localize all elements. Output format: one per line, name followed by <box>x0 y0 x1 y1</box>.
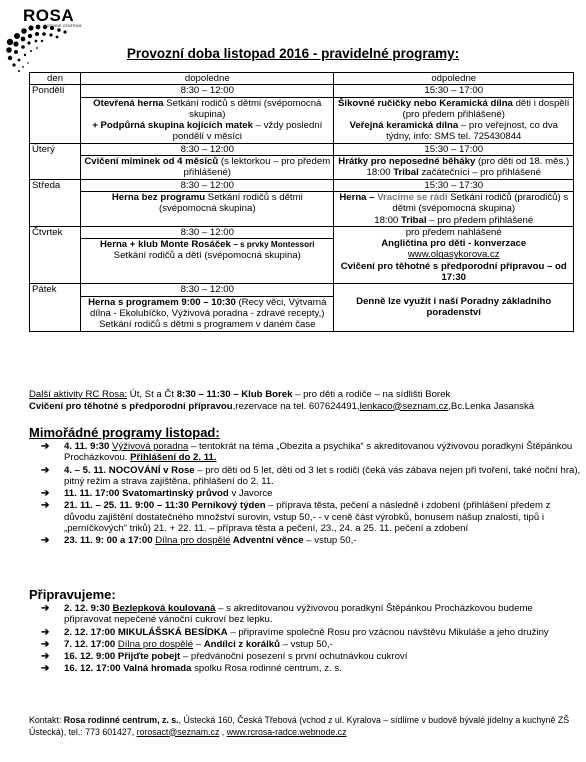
contact-address: , Ústecká 160, Česká Třebová (vchod z ul. Kyralova – sídlíme v budově bývalé jídelny a kuchyně ZŠ Ústecká), tel.: 773 601427, <box>29 715 570 737</box>
contact-email-link[interactable]: rorosact@seznam.cz <box>136 726 220 737</box>
table-row <box>30 85 574 143</box>
special-program-item-bold: 4. – 5. 11. NOCOVÁNÍ v Rose <box>64 464 195 476</box>
upcoming-item-bold: 2. 12. 9:30 <box>64 603 113 614</box>
special-program-item-bold: 23. 11. 9: 00 a 17:00 <box>64 535 156 547</box>
header-odpoledne: odpoledne <box>334 73 574 85</box>
afternoon-desc: děti i dospělí (pro předem přihlášené) <box>402 97 570 120</box>
afternoon-cell <box>334 85 574 143</box>
special-program-item-text: – příprava těsta, pečení a následně i zdobení (přihlášení předem z důvodu zajištění dostatečného množství surovin, vstup 50,- - v ceně část výrobků, bonusem nášup znalostí, tipů i „perníčkových“ triků) <box>64 500 551 535</box>
afternoon-program: Tribal <box>400 214 427 226</box>
afternoon-entry <box>336 215 571 226</box>
upcoming-item <box>41 663 581 674</box>
extra-line-1 <box>29 389 581 401</box>
morning-entry <box>83 284 331 295</box>
special-program-item-bold-underlined: Přihlášení do 2. 11. <box>130 452 217 464</box>
special-program-item <box>41 488 581 499</box>
upcoming-item-underlined: Dílna pro dospělé <box>117 638 194 650</box>
contact-footer <box>29 715 581 738</box>
morning-entry <box>83 156 331 179</box>
day-cell: Úterý <box>30 143 81 179</box>
morning-entry <box>83 120 331 143</box>
afternoon-desc: pro předem nahlášené <box>405 226 502 238</box>
afternoon-entry <box>336 144 571 155</box>
upcoming-item-text: spolku Rosa rodinné centrum, z. s. <box>191 663 342 675</box>
upcoming-item-text: – <box>193 638 204 650</box>
morning-entry <box>83 239 331 262</box>
morning-desc: Setkání rodičů s dětmi s programem v daném čase <box>99 319 316 331</box>
morning-time: 8:30 – 12:00 <box>180 85 234 97</box>
special-program-item-bold: 4. 11. 9:30 <box>64 441 113 452</box>
afternoon-desc: – pro veřejnost, co dva týdny, info: SMS tel. 725430844 <box>386 120 558 143</box>
morning-program: Herna bez programu <box>111 191 206 203</box>
arrow-icon: ➔ <box>41 441 50 452</box>
morning-desc: Setkání rodičů s dětmi (svépomocná skupina) <box>163 97 322 120</box>
afternoon-entry <box>336 238 571 249</box>
extra-days: Út, St a Čt <box>127 389 177 400</box>
afternoon-program: Hrátky pro neposedné běháky <box>338 156 476 168</box>
special-program-item <box>41 500 581 534</box>
afternoon-entry <box>336 120 571 143</box>
contact-label: Kontakt: <box>29 715 64 725</box>
arrow-icon: ➔ <box>41 500 50 512</box>
morning-program: Cvičení miminek od 4 měsíců <box>84 156 219 168</box>
upcoming-heading: Připravujeme: <box>29 587 116 602</box>
contact-web-link[interactable]: www.rcrosa-radce.webnode.cz <box>226 726 347 737</box>
morning-time: 8:30 – 12:00 <box>180 284 234 296</box>
table-row <box>30 284 574 331</box>
upcoming-item-text: – vstup 50,- <box>280 638 333 650</box>
morning-desc: Setkání rodičů a dětí (svépomocná skupina) <box>113 250 301 262</box>
special-program-item <box>41 465 581 488</box>
afternoon-time: 15:30 – 17:30 <box>424 179 484 191</box>
special-program-item-text: v Javorce <box>228 488 273 500</box>
morning-entry <box>83 98 331 121</box>
arrow-icon: ➔ <box>41 488 50 500</box>
pregnancy-reservation: ,rezervace na tel. 607624491, <box>232 400 360 412</box>
morning-desc: (Recy věci, Výtvarná dílna - Ekolubíčko, Výživová poradna - zdravé recepty,) <box>90 296 327 319</box>
upcoming-item-bold: 2. 12. 17:00 MIKULÁŠSKÁ BESÍDKA <box>64 626 228 638</box>
page-title: Provozní doba listopad 2016 - pravidelné programy: <box>126 46 460 61</box>
special-program-item-text: 21. + 22. 11. – příprava těsta a pečení, 23., 24. a 25. 11. pečení a zdobení <box>150 523 469 535</box>
arrow-icon: ➔ <box>41 626 50 638</box>
morning-cell <box>81 179 334 226</box>
morning-program: Herna s programem 9:00 – 10:30 <box>88 296 236 308</box>
rosa-logo <box>4 2 94 74</box>
upcoming-item-text: – předvánoční posezení s první ochutnávkou cukroví <box>180 651 408 663</box>
klub-borek-desc: – pro děti a rodiče – na sídlišti Borek <box>292 389 451 400</box>
special-programs-heading: Mimořádné programy listopad: <box>29 425 220 440</box>
special-program-item-text: – pro děti od 5 let, děti od 3 let s rodiči (čeká vás zábava nejen při tvoření, také noční hra), pitný režim a strava zajištěna, přihlášení do 2. 11. <box>64 464 581 487</box>
contact-org: Rosa rodinné centrum, z. s. <box>63 715 179 725</box>
header-den: den <box>30 73 81 85</box>
special-program-item-underlined: Dílna pro dospělé <box>155 535 231 547</box>
day-cell: Pondělí <box>30 85 81 143</box>
afternoon-entry <box>336 249 571 260</box>
afternoon-entry <box>336 98 571 121</box>
special-program-item-underlined: Výživová poradna <box>112 441 189 452</box>
afternoon-entry <box>336 85 571 96</box>
contact-separator: , <box>219 726 227 737</box>
afternoon-program: Tribal <box>393 167 419 179</box>
arrow-icon: ➔ <box>41 663 50 675</box>
morning-entry <box>83 319 331 330</box>
morning-entry <box>83 297 331 320</box>
arrow-icon: ➔ <box>41 651 50 663</box>
afternoon-entry <box>336 261 571 284</box>
afternoon-cell <box>334 143 574 179</box>
day-cell: Pátek <box>30 284 81 331</box>
extra-activities-link[interactable]: Další aktivity RC Rosa: <box>29 389 128 400</box>
morning-program: Herna + klub Monte Rosáček <box>99 239 231 251</box>
morning-time: 8:30 – 12:00 <box>180 179 234 191</box>
afternoon-desc: – pro předem přihlášené <box>426 214 534 226</box>
afternoon-cell <box>334 226 574 283</box>
table-row <box>30 143 574 179</box>
arrow-icon: ➔ <box>41 535 50 547</box>
morning-time: 8:30 – 12:00 <box>180 143 234 155</box>
upcoming-item-bold: Andílci z korálků <box>203 638 280 650</box>
afternoon-entry <box>336 180 571 191</box>
header-dopoledne: dopoledne <box>81 73 334 85</box>
schedule-body <box>30 85 574 331</box>
morning-program: + Podpůrná skupina kojících matek <box>92 120 253 132</box>
morning-entry <box>83 192 331 215</box>
upcoming-item-text: – s akreditovanou výživovou poradkyní Štěpánkou Procházkovou budeme připravovat nepečené vánoční cukroví bez lepku. <box>64 603 533 626</box>
morning-small: – s prvky Montessori <box>230 240 315 250</box>
afternoon-time: 15:30 – 17:00 <box>424 85 484 97</box>
morning-cell <box>81 284 334 331</box>
pregnancy-course: Cvičení pro těhotné s předporodní přípravou <box>29 400 233 412</box>
logo-name: ROSA <box>23 6 75 25</box>
afternoon-program: Šikovné ručičky nebo Keramická dílna <box>338 97 513 109</box>
afternoon-entry <box>336 167 571 178</box>
afternoon-program: Angličtina pro děti - konverzace <box>381 238 527 250</box>
morning-desc: – vždy poslední pondělí v měsíci <box>172 120 323 143</box>
morning-desc: Setkání rodičů s dětmi (svépomocná skupina) <box>159 191 303 215</box>
extra-line-2 <box>29 401 581 413</box>
afternoon-entry <box>336 156 571 167</box>
morning-cell <box>81 85 334 143</box>
special-program-item <box>41 441 581 464</box>
afternoon-program: Herna – <box>339 191 378 203</box>
afternoon-cell <box>334 284 574 331</box>
special-program-item-bold: Adventní věnce <box>230 535 304 547</box>
table-row <box>30 226 574 283</box>
day-cell: Čtvrtek <box>30 226 81 283</box>
upcoming-item-bold-underlined: Bezlepková koulovaná <box>112 603 216 614</box>
afternoon-program: Cvičení pro těhotné s předporodní přípravou – od 17:30 <box>340 260 567 284</box>
morning-program: Otevřená herna <box>93 97 164 109</box>
afternoon-note: Vracíme se rádi <box>377 191 448 203</box>
morning-entry <box>83 180 331 191</box>
special-program-item-text: – tentokrát na téma „Obezita a psychika“ s akreditovanou výživovou poradkyní Štěpánkou Procházkovou. <box>64 441 573 464</box>
special-program-item-bold: 21. 11. – 25. 11. 9:00 – 11:30 Perníkový týden <box>64 500 266 512</box>
upcoming-item <box>41 627 581 638</box>
morning-cell <box>81 226 334 283</box>
afternoon-pre: 18:00 <box>366 167 394 179</box>
afternoon-pre: 18:00 <box>374 214 401 226</box>
upcoming-item <box>41 639 581 650</box>
pregnancy-email-link[interactable]: lenkaco@seznam.cz <box>359 400 449 412</box>
upcoming-list <box>41 603 581 676</box>
upcoming-item-text: – připravíme společně Rosu pro vzácnou návštěvu Mikuláše a jeho družiny <box>227 626 549 638</box>
morning-entry <box>83 85 331 96</box>
afternoon-time: 15:30 – 17:00 <box>424 143 484 155</box>
afternoon-entry <box>336 192 571 215</box>
afternoon-desc: Setkání rodičů (prarodičů) s dětmi (svépomocná skupina) <box>392 191 569 215</box>
afternoon-program: Denně lze využít i naší Poradny základního poradenství <box>356 296 552 319</box>
schedule-table <box>29 72 574 332</box>
table-row <box>30 179 574 226</box>
afternoon-program: Veřejná keramická dílna <box>349 120 459 132</box>
afternoon-link[interactable]: www.olgasykorova.cz <box>407 249 500 261</box>
special-program-item <box>41 535 581 546</box>
arrow-icon: ➔ <box>41 464 50 476</box>
table-header-row <box>30 73 574 85</box>
extra-activities <box>29 389 581 412</box>
upcoming-item-bold: 16. 12. 17:00 Valná hromada <box>64 663 192 675</box>
arrow-icon: ➔ <box>41 603 50 614</box>
afternoon-cell <box>334 179 574 226</box>
special-program-item-bold: 11. 11. 17:00 Svatomartinský průvod <box>64 488 229 500</box>
morning-time: 8:30 – 12:00 <box>180 226 234 238</box>
pregnancy-lecturer: ,Bc.Lenka Jasanská <box>448 400 535 412</box>
afternoon-desc: začátečníci – pro přihlášené <box>418 167 541 179</box>
upcoming-item-bold: 7. 12. 17:00 <box>64 638 118 650</box>
afternoon-entry <box>336 227 571 238</box>
special-program-item-text: – vstup 50,- <box>303 535 357 547</box>
morning-entry <box>83 144 331 155</box>
morning-cell <box>81 143 334 179</box>
morning-entry <box>83 227 331 238</box>
morning-desc: (s lektorkou – pro předem přihlášené) <box>183 156 331 179</box>
upcoming-item <box>41 603 581 626</box>
afternoon-desc: (pro děti od 18. měs.) <box>475 156 570 168</box>
arrow-icon: ➔ <box>41 638 50 650</box>
upcoming-item <box>41 651 581 662</box>
klub-borek: 8:30 – 11:30 – Klub Borek <box>176 389 293 400</box>
upcoming-item-bold: 16. 12. 9:00 Přijďte pobejt <box>64 651 181 663</box>
afternoon-entry <box>336 296 571 319</box>
logo-subtitle: RODINNÉ CENTRUM <box>44 24 82 28</box>
special-programs-list <box>41 441 581 548</box>
day-cell: Středa <box>30 179 81 226</box>
